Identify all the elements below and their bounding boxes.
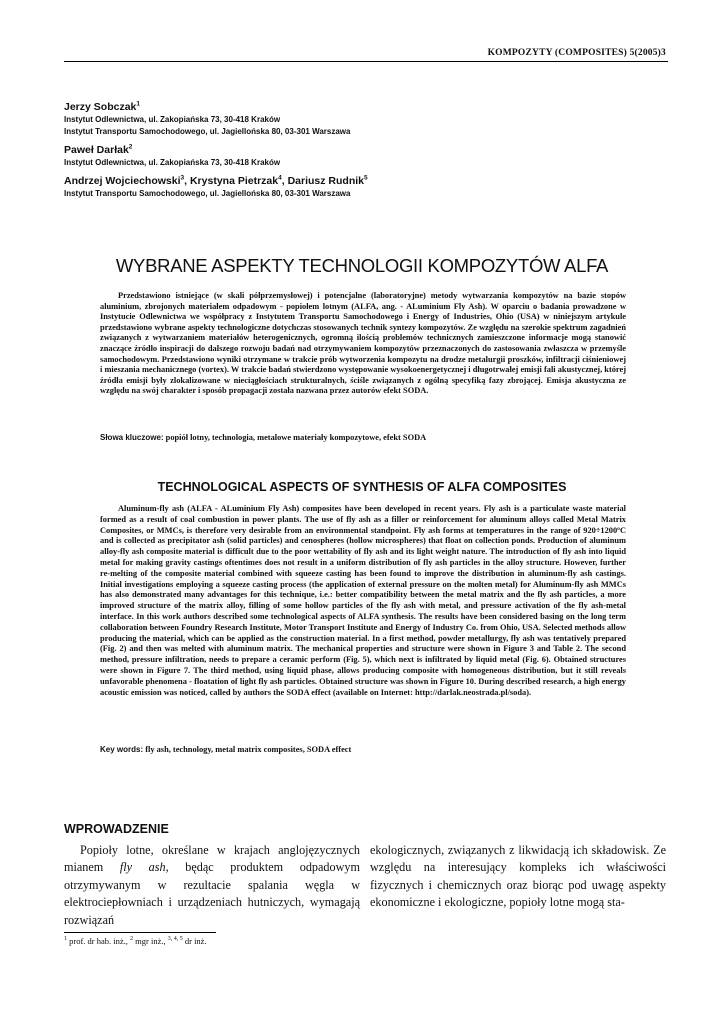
author-name-text: Paweł Darłak [64, 144, 129, 156]
author-separator: , [281, 175, 288, 187]
author-sup: 1 [136, 100, 140, 108]
author-name [64, 144, 664, 157]
footnote-text: prof. dr hab. inż., [67, 936, 131, 946]
footnote-sup: 3, 4, 5 [167, 936, 183, 943]
author-separator: , [184, 175, 190, 187]
author-name-text: Dariusz Rudnik [287, 175, 365, 187]
abstract-polish: Przedstawiono istniejące (w skali półprzemysłowej) i potencjalne (laboratoryjne) metody wytwarzania kompozytów na bazie stopów aluminium, zbrojonych materiałem odpadowym - popiołem lotnym (ALFA, ang. - ALuminium Fly Ash). W oparciu o badania prowadzone w Instytucie Odlewnictwa we współpracy z Instytutem Transportu Samochodowego i Energy of Industries, Ohio (USA) w niniejszym artykule przedstawiono wybrane aspekty technologiczne dotychczas stosowanych technik syntezy kompozytów. Ze względu na szerokie spektrum zagadnień związanych z wytwarzaniem materiałów heterogenicznych, ogromną ilością problemów technicznych zamieszczone informacje mogą stanowić znaczące źródło inspiracji do dalszego rozwoju badań nad otrzymywaniem kompozytów przeznaczonych do zastosowania zwłaszcza w przemyśle samochodowym. Przedstawiono wyniki otrzymane w trakcie prób wytworzenia kompozytu na drodze metalurgii proszków, infiltracji ciśnieniowej i mieszania mechanicznego (vortex). W trakcie badań stwierdzono występowanie wysokoenergetycznej i długotrwałej emisji fali akustycznej, której źródła emisji były zlokalizowane w nieciągłościach strukturalnych, ściśle związanych z ogólną specyfiką fazy zbrojącej. Emisja akustyczna ze względu na swój charakter i sposób propagacji została nazwana przez autorów efekt SODA. [100, 291, 626, 396]
intro-column-right: ekologicznych, związanych z likwidacją ich składowisk. Ze względu na interesujący kompleks ich właściwości fizycznych i chemicznych oraz biorąc pod uwagę aspekty ekonomiczne i ekologiczne, popioły lotne mogą sta- [370, 843, 666, 910]
journal-header: KOMPOZYTY (COMPOSITES) 5(2005)3 [487, 48, 666, 58]
header-rule [64, 61, 668, 62]
abstract-english: Aluminum-fly ash (ALFA - ALuminium Fly Ash) composites have been developed in recent years. Fly ash is a particulate waste material formed as a result of coal combustion in power plants. The use of fly ash as a filler or reinforcement for aluminum alloys called Metal Matrix Composites, or MMCs, is therefore very desirable from an environmental standpoint. Fly ash forms at temperatures in the range of 920÷1200ºC and is collected as precipitator ash (solid particles) and cenospheres (hollow microspheres) that float on collection ponds. Production of aluminum alloy-fly ash composite material is difficult due to the poor wettability of fly ash and its light weight nature. The introduction of fly ash into liquid metal for making gravity castings oftentimes does not result in a uniform distribution of fly ash particles in the alloy structure. However, further re-melting of the composite material combined with squeeze casting has been found to improve the distribution in aluminum-fly ash castings. Initial investigations employing a squeeze casting process (the application of external pressure on the molten metal) for Aluminum-fly ash MMCs has also demonstrated many advantages for this technique, i.e.: better compatibility between the metal matrix and the fly ash particles, a more improved structure of the matrix alloy, filling of some hollow particles of the fly ash with metal, and pressure activation of the fly ash-metal interface. In this work authors described some technological aspects of ALFA synthesis. The results have been considered basing on the long term collaboration between Foundry Research Institute, Motor Transport Institute and Energy of Industry Co. from Ohio, USA. Selected methods allow producing the material, which can be applied as the construction material. In a first method, powder metallurgy, fly ash was tentatively prepared (Fig. 2) and then was melted with aluminum matrix. The mechanical properties and structure were shown in Figure 3 and Table 2. The second method, pressure infiltration, needs to prepare a ceramic perform (Fig. 5), which next is infiltrated by liquid metal (Fig. 6). Obtained structures were shown in Figure 7. The third method, using liquid phase, allows producing composite with homogeneous distribution, but it still reveals unfavorable phenomena - floatation of light fly ash particles. Obtained structure was shown in Figure 10. During described research, a high energy acoustic emission was noticed, called by authors the SODA effect (available on Internet: http://darlak.neostrada.pl/soda). [100, 504, 626, 697]
footnote-rule [64, 932, 216, 933]
author-affiliation: Instytut Transportu Samochodowego, ul. Jagiellońska 80, 03-301 Warszawa [64, 189, 351, 198]
keywords-text: fly ash, technology, metal matrix composites, SODA effect [143, 745, 352, 754]
author-affiliation: Instytut Odlewnictwa, ul. Zakopiańska 73, 30-418 Kraków [64, 115, 281, 124]
intro-text: , będąc produktem odpadowym otrzymywanym w rezultacie spalania węgla w elektrociepłowniach i urządzeniach hutniczych, wymagają rozwiązań [64, 860, 360, 927]
author-block [64, 96, 664, 200]
intro-column-left [64, 842, 360, 929]
intro-emphasis: fly ash [119, 860, 166, 875]
author-sup: 4 [278, 174, 282, 182]
title-english: TECHNOLOGICAL ASPECTS OF SYNTHESIS OF ALFA COMPOSITES [157, 480, 567, 494]
keywords-text: popiół lotny, technologia, metalowe materiały kompozytowe, efekt SODA [163, 433, 427, 442]
footnote [64, 936, 207, 946]
author-name-text: Andrzej Wojciechowski [64, 175, 181, 187]
author-affiliation: Instytut Odlewnictwa, ul. Zakopiańska 73, 30-418 Kraków [64, 158, 281, 167]
author-group [64, 175, 664, 188]
footnote-sup: 2 [130, 936, 134, 943]
author-sup: 5 [364, 174, 368, 182]
author-sup: 3 [180, 174, 185, 182]
author-affiliation: Instytut Transportu Samochodowego, ul. Jagiellońska 80, 03-301 Warszawa [64, 127, 351, 136]
title-polish: WYBRANE ASPEKTY TECHNOLOGII KOMPOZYTÓW ALFA [115, 255, 609, 276]
keywords-english [100, 745, 660, 754]
intro-text: Popioły lotne, określane w krajach anglojęzycznych mianem [64, 843, 360, 875]
author-name-text: Krystyna Pietrzak [189, 175, 279, 187]
keywords-polish [100, 433, 660, 442]
footnote-text: mgr inż., [133, 936, 168, 946]
keywords-label: Słowa kluczowe: [100, 433, 164, 442]
footnote-text: dr inż. [182, 936, 207, 946]
author-name-text: Jerzy Sobczak [64, 101, 137, 113]
author-name [64, 101, 664, 114]
footnote-sup: 1 [64, 936, 67, 943]
section-heading: WPROWADZENIE [64, 822, 169, 836]
author-sup: 2 [128, 143, 133, 151]
keywords-label: Key words: [100, 745, 144, 754]
